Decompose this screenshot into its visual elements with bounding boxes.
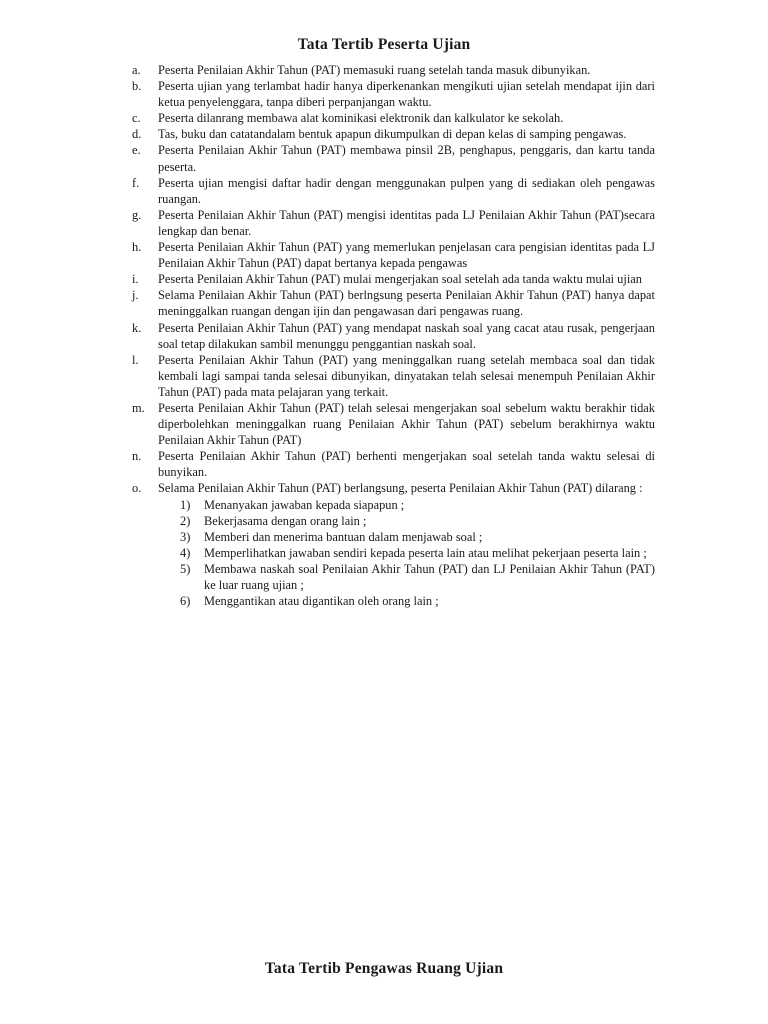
rule-marker: a. [132,63,141,77]
rule-item-g [132,207,655,239]
rule-marker: m. [132,400,145,415]
rule-text: Peserta Penilaian Akhir Tahun (PAT) telah selesai mengerjakan soal sebelum waktu berakhir tidak diperbolehkan meninggalkan ruang Penilaian Akhir Tahun (PAT) sebelum berakhirnya waktu Penilaian Akhir Tahun (PAT) [158,400,655,448]
rule-item-j [132,287,655,319]
rule-item-o [132,480,655,609]
prohibition-marker: 2) [180,513,191,528]
rule-marker: c. [132,111,141,126]
rule-marker: k. [132,320,142,335]
prohibition-text: Menanyakan jawaban kepada siapapun ; [204,497,405,512]
rule-item-f [132,175,655,207]
prohibition-text: Memberi dan menerima bantuan dalam menjawab soal ; [204,529,483,544]
prohibitions-list [158,497,655,610]
rule-text: Peserta Penilaian Akhir Tahun (PAT) berhenti mengerjakan soal setelah tanda waktu selesai di bunyikan. [158,449,655,480]
prohibition-item [158,529,655,545]
rule-marker: l. [132,352,139,367]
rule-item-l [132,352,655,400]
prohibition-marker: 4) [180,545,191,560]
rule-marker: f. [132,175,140,190]
prohibition-marker: 3) [180,529,191,544]
rule-text: Tas, buku dan catatandalam bentuk apapun dikumpulkan di depan kelas di samping pengawas. [158,127,627,142]
prohibition-marker: 1) [180,497,191,512]
rule-marker: o. [132,481,142,496]
rule-text: Peserta Penilaian Akhir Tahun (PAT) mulai mengerjakan soal setelah ada tanda waktu mulai ujian [158,272,642,287]
rule-item-n [132,448,655,480]
rule-marker: b. [132,79,142,94]
rule-text: Peserta ujian yang terlambat hadir hanya diperkenankan mengikuti ujian setelah mendapat ijin dari ketua penyelenggara, tanpa diberi perpanjangan waktu. [158,79,655,110]
rule-item-d [132,126,655,142]
rule-text: Selama Penilaian Akhir Tahun (PAT) berlngsung peserta Penilaian Akhir Tahun (PAT) hanya dapat meninggalkan ruangan dengan ijin dan pengawasan dari pengawas ruang. [158,288,655,319]
rule-marker: j. [132,288,139,303]
rules-list [132,62,655,609]
rule-marker: n. [132,449,142,464]
rule-marker: g. [132,207,142,222]
page-title: Tata Tertib Peserta Ujian [297,36,471,53]
rule-text: Peserta Penilaian Akhir Tahun (PAT) yang meninggalkan ruang setelah membaca soal dan tidak kembali lagi sampai tanda selesai dibunyikan, dinyatakan telah selesai menempuh Penilaian Akhir Tahun (PAT) pada mata pelajaran yang terkait. [158,352,655,399]
rule-item-k [132,320,655,352]
prohibition-item [158,513,655,529]
prohibition-text: Memperlihatkan jawaban sendiri kepada peserta lain atau melihat pekerjaan peserta lain ; [204,545,647,560]
prohibition-item [158,545,655,561]
rule-text: Peserta dilanrang membawa alat kominikasi elektronik dan kalkulator ke sekolah. [158,111,564,126]
prohibition-item [158,497,655,513]
rule-item-h [132,239,655,271]
rule-marker: h. [132,240,142,255]
rule-text: Peserta Penilaian Akhir Tahun (PAT) membawa pinsil 2B, penghapus, penggaris, dan kartu tanda peserta. [158,143,655,174]
rule-item-b [132,78,655,110]
rule-text: Peserta ujian mengisi daftar hadir dengan menggunakan pulpen yang di sediakan oleh pengawas ruangan. [158,175,655,206]
rule-item-c [132,110,655,126]
prohibition-text: Bekerjasama dengan orang lain ; [204,513,367,528]
prohibition-item [158,593,655,609]
prohibition-text: Menggantikan atau digantikan oleh orang lain ; [204,594,439,609]
rule-text: Peserta Penilaian Akhir Tahun (PAT) mengisi identitas pada LJ Penilaian Akhir Tahun (PAT)secara lengkap dan benar. [158,207,655,238]
rule-marker: d. [132,127,142,142]
rule-item-i [132,271,655,287]
rule-marker: i. [132,272,139,287]
prohibition-item [158,561,655,593]
prohibition-marker: 5) [180,561,191,576]
rule-text: Selama Penilaian Akhir Tahun (PAT) berlangsung, peserta Penilaian Akhir Tahun (PAT) dilarang : [158,481,643,496]
prohibition-marker: 6) [180,594,191,609]
prohibition-text: Membawa naskah soal Penilaian Akhir Tahun (PAT) dan LJ Penilaian Akhir Tahun (PAT) ke luar ruang ujian ; [204,561,655,592]
rule-marker: e. [132,143,141,158]
rule-item-a [132,62,655,78]
rule-text: Peserta Penilaian Akhir Tahun (PAT) yang mendapat naskah soal yang cacat atau rusak, pengerjaan soal tetap dilakukan sambil menunggu penggantian naskah soal. [158,320,655,351]
rule-item-m [132,400,655,448]
rule-text: Peserta Penilaian Akhir Tahun (PAT) yang memerlukan penjelasan cara pengisian identitas pada LJ Penilaian Akhir Tahun (PAT) dapat bertanya kepada pengawas [158,240,655,271]
next-section-title: Tata Tertib Pengawas Ruang Ujian [264,960,504,977]
rule-text: Peserta Penilaian Akhir Tahun (PAT) memasuki ruang setelah tanda masuk dibunyikan. [158,63,591,77]
rule-item-e [132,142,655,174]
